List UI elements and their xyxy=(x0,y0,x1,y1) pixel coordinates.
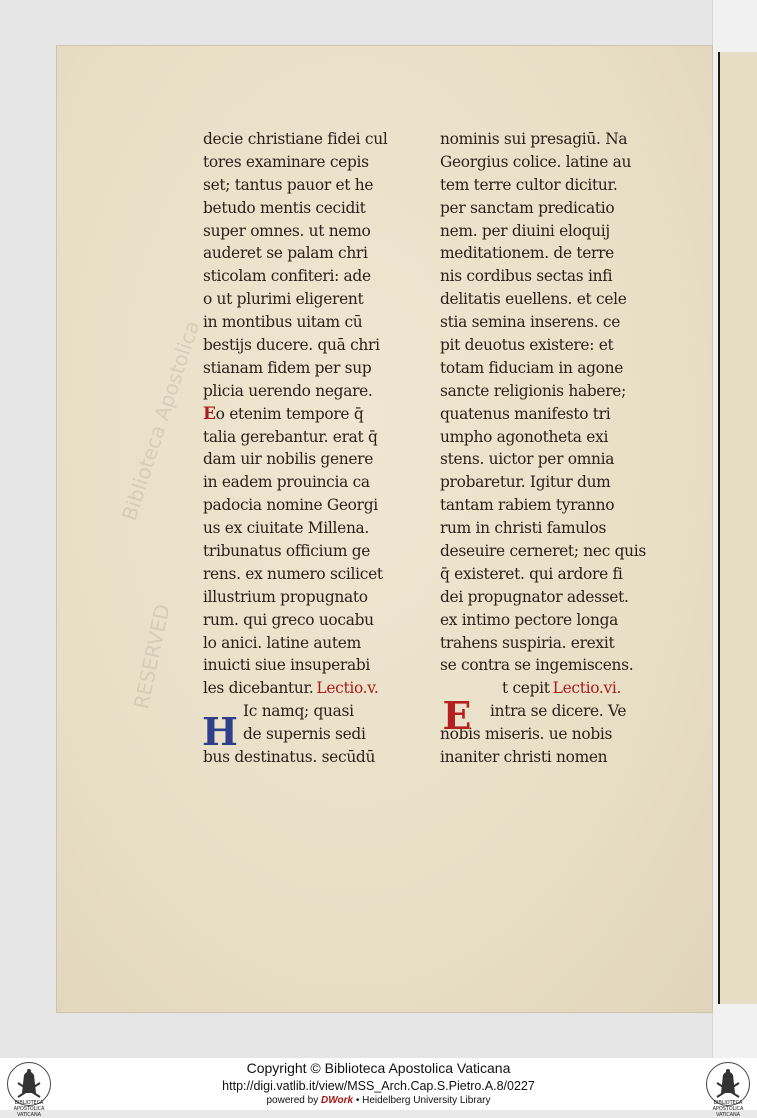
line-text: super omnes. ut nemo xyxy=(203,221,371,240)
powered-by xyxy=(0,1094,757,1108)
line-text: q̄ existeret. qui ardore fi xyxy=(440,564,623,583)
line-text: set; tantus pauor et he xyxy=(203,175,374,194)
vatican-seal-right xyxy=(703,1060,753,1118)
manuscript-line xyxy=(440,448,655,471)
manuscript-line xyxy=(203,517,409,540)
manuscript-line xyxy=(440,471,655,494)
line-text: rum in christi famulos xyxy=(440,519,607,538)
manuscript-line xyxy=(440,265,655,288)
line-text: padocia nomine Georgi xyxy=(203,496,378,515)
line-text: tribunatus officium ge xyxy=(203,542,371,561)
line-text: illustrium propugnato xyxy=(203,587,368,606)
line-text: quatenus manifesto tri xyxy=(440,404,611,423)
manuscript-line xyxy=(203,220,409,243)
text-column-right xyxy=(440,128,655,769)
line-text: lo anici. latine autem xyxy=(203,633,361,652)
manuscript-line xyxy=(440,334,655,357)
manuscript-line xyxy=(203,128,409,151)
line-text: se contra se ingemiscens. xyxy=(440,656,634,675)
line-text: inaniter christi nomen xyxy=(440,748,608,767)
manuscript-line xyxy=(440,220,655,243)
manuscript-line xyxy=(440,151,655,174)
line-text: sticolam confiteri: ade xyxy=(203,267,371,286)
manuscript-line xyxy=(203,494,409,517)
manuscript-line xyxy=(203,586,409,609)
line-text: bestijs ducere. quā chri xyxy=(203,336,380,355)
manuscript-line xyxy=(440,288,655,311)
line-text: les dicebantur. xyxy=(203,679,314,698)
line-text: bus destinatus. secūdū xyxy=(203,748,376,767)
line-text: deseuire cerneret; nec quis xyxy=(440,542,647,561)
manuscript-line xyxy=(203,609,409,632)
adjacent-folio-edge xyxy=(718,52,757,1004)
manuscript-line xyxy=(440,380,655,403)
line-text: ex intimo pectore longa xyxy=(440,610,618,629)
manuscript-line xyxy=(440,654,655,677)
line-text: stianam fidem per sup xyxy=(203,358,372,377)
line-text: delitatis euellens. et cele xyxy=(440,290,627,309)
line-text: trahens suspiria. erexit xyxy=(440,633,615,652)
line-text: rens. ex numero scilicet xyxy=(203,564,383,583)
line-text: stens. uictor per omnia xyxy=(440,450,615,469)
line-text: totam fiduciam in agone xyxy=(440,358,624,377)
text-column-left xyxy=(203,128,409,769)
manuscript-line xyxy=(440,174,655,197)
manuscript-line xyxy=(203,426,409,449)
line-text: tem terre cultor dicitur. xyxy=(440,175,618,194)
source-url[interactable]: http://digi.vatlib.it/view/MSS_Arch.Cap.S.Pietro.A.8/0227 xyxy=(222,1079,535,1093)
manuscript-line xyxy=(440,426,655,449)
line-text: dei propugnator adesset. xyxy=(440,587,629,606)
manuscript-line xyxy=(440,746,655,769)
line-text: rum. qui greco uocabu xyxy=(203,610,374,629)
line-text: o ut plurimi eligerent xyxy=(203,290,364,309)
line-text: intra se dicere. Ve xyxy=(490,702,627,721)
line-text: in montibus uitam cū xyxy=(203,313,363,332)
line-text: nominis sui presagiū. Na xyxy=(440,130,628,148)
manuscript-line xyxy=(440,540,655,563)
manuscript-line xyxy=(440,632,655,655)
vatican-seal-left xyxy=(4,1060,54,1118)
line-text: pit deuotus existere: et xyxy=(440,336,614,355)
line-text: sancte religionis habere; xyxy=(440,381,626,400)
line-text: talia gerebantur. erat q̄ xyxy=(203,427,378,446)
line-text: probaretur. Igitur dum xyxy=(440,473,611,492)
line-text: o etenim tempore q̄ xyxy=(215,404,364,423)
manuscript-line xyxy=(440,311,655,334)
manuscript-line xyxy=(203,265,409,288)
line-text: tores examinare cepis xyxy=(203,152,369,171)
line-text: nem. per diuini eloquij xyxy=(440,221,610,240)
line-text: meditationem. de terre xyxy=(440,244,614,263)
line-text: umpho agonotheta exi xyxy=(440,427,609,446)
powered-suffix: • Heidelberg University Library xyxy=(355,1095,491,1106)
line-text: per sanctam predicatio xyxy=(440,198,615,217)
manuscript-line xyxy=(203,471,409,494)
watermark-vertical: Biblioteca Apostolica xyxy=(117,317,205,524)
line-text: inuicti siue insuperabi xyxy=(203,656,371,675)
footer xyxy=(0,1058,757,1110)
decorated-initial-h: H xyxy=(202,709,238,754)
manuscript-line xyxy=(440,609,655,632)
manuscript-line xyxy=(203,288,409,311)
line-text: dam uir nobilis genere xyxy=(203,450,374,469)
rubricated-initial: E xyxy=(203,403,216,424)
manuscript-line xyxy=(203,151,409,174)
watermark-reserved: RESERVED xyxy=(129,601,175,711)
manuscript-line xyxy=(440,128,655,151)
copyright-notice: Copyright © Biblioteca Apostolica Vaticana xyxy=(246,1060,511,1076)
manuscript-line xyxy=(440,563,655,586)
manuscript-line xyxy=(440,494,655,517)
manuscript-line xyxy=(203,540,409,563)
lectio-rubric: Lectio.vi. xyxy=(552,679,622,698)
line-text: in eadem prouincia ca xyxy=(203,473,370,492)
decorated-initial-e: E xyxy=(442,693,472,738)
manuscript-line xyxy=(440,242,655,265)
line-text: de supernis sedi xyxy=(243,725,366,744)
lectio-rubric: Lectio.v. xyxy=(316,679,379,698)
line-text: betudo mentis cecidit xyxy=(203,198,366,217)
manuscript-line xyxy=(203,654,409,677)
papal-tiara-icon xyxy=(703,1063,753,1103)
line-text: nis cordibus sectas infi xyxy=(440,267,613,286)
line-text: us ex ciuitate Millena. xyxy=(203,519,370,538)
manuscript-line xyxy=(203,403,409,426)
powered-prefix: powered by xyxy=(266,1095,319,1106)
line-text: nobis miseris. ue nobis xyxy=(440,725,613,744)
line-text: tantam rabiem tyranno xyxy=(440,496,615,515)
manuscript-line xyxy=(440,357,655,380)
manuscript-line xyxy=(440,586,655,609)
line-text: auderet se palam chri xyxy=(203,244,368,263)
manuscript-line xyxy=(440,403,655,426)
papal-tiara-icon xyxy=(4,1063,54,1103)
manuscript-line xyxy=(440,517,655,540)
line-text: Ic namq; quasi xyxy=(243,702,354,721)
line-text: decie christiane fidei cul xyxy=(203,130,388,148)
dwork-logo[interactable]: DWork xyxy=(320,1095,354,1106)
line-text: plicia uerendo negare. xyxy=(203,381,373,400)
manuscript-line xyxy=(203,380,409,403)
manuscript-line xyxy=(203,357,409,380)
seal-text: BIBLIOTECA APOSTOLICA VATICANA xyxy=(712,1100,744,1118)
seal-text: BIBLIOTECA APOSTOLICA VATICANA xyxy=(13,1100,45,1118)
line-text: stia semina inserens. ce xyxy=(440,313,621,332)
line-text: t cepit xyxy=(502,679,550,698)
manuscript-line xyxy=(203,677,409,700)
manuscript-line xyxy=(203,174,409,197)
manuscript-line xyxy=(203,311,409,334)
manuscript-line xyxy=(203,197,409,220)
manuscript-line xyxy=(203,632,409,655)
line-text: Georgius colice. latine au xyxy=(440,152,632,171)
manuscript-line xyxy=(203,334,409,357)
manuscript-line xyxy=(440,197,655,220)
manuscript-line xyxy=(203,448,409,471)
manuscript-line xyxy=(203,563,409,586)
manuscript-line xyxy=(203,242,409,265)
